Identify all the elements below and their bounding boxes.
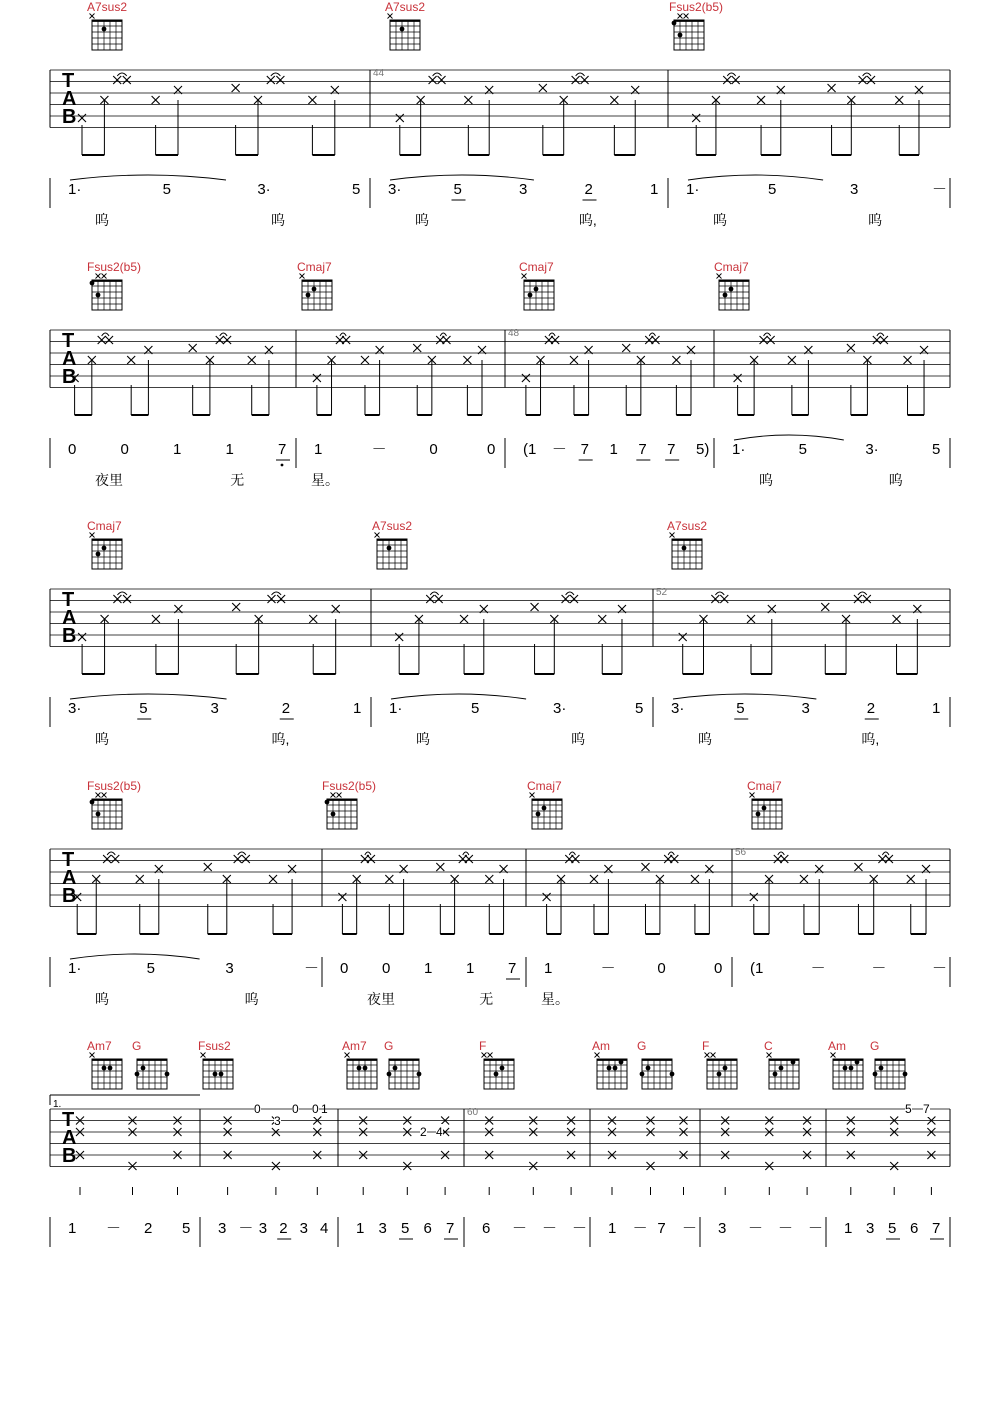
chord-dot bbox=[613, 1066, 618, 1071]
jianpu-note: 3· bbox=[388, 181, 402, 198]
lyric-word: 呜 bbox=[95, 212, 109, 228]
jianpu-note: 0 bbox=[120, 441, 129, 458]
chord-dot bbox=[729, 287, 734, 292]
chord-dot bbox=[855, 1060, 860, 1065]
chord-name: Fsus2(b5) bbox=[87, 779, 142, 793]
jianpu-note: 5 bbox=[768, 181, 777, 198]
jianpu-note: 3 bbox=[718, 1220, 727, 1237]
jianpu-note: 5 bbox=[798, 441, 807, 458]
lyric-word: 呜 bbox=[415, 212, 429, 228]
lyric-word: 呜 bbox=[713, 212, 727, 228]
chord-dot bbox=[96, 293, 101, 298]
jianpu-note: 0 bbox=[714, 960, 723, 977]
slur bbox=[238, 852, 246, 855]
jianpu-note: 1 bbox=[932, 700, 941, 717]
jianpu-note: 3 bbox=[519, 181, 528, 198]
jianpu-note: － bbox=[512, 1220, 528, 1237]
lyric-word: 夜里 bbox=[95, 472, 123, 488]
chord-name: A7sus2 bbox=[667, 519, 708, 533]
chord-name: A7sus2 bbox=[385, 0, 426, 14]
chord-name: F bbox=[479, 1039, 487, 1053]
chord-grid bbox=[707, 1059, 737, 1089]
slur bbox=[688, 175, 823, 180]
jianpu-note: 5 bbox=[888, 1220, 897, 1237]
chord-dot bbox=[607, 1066, 612, 1071]
chord-dot bbox=[494, 1072, 499, 1077]
tab-clef-b: B bbox=[62, 1145, 77, 1167]
lyric-word: 呜 bbox=[698, 731, 712, 747]
chord-dot bbox=[672, 21, 677, 26]
jianpu-note: 2 bbox=[279, 1220, 288, 1237]
jianpu-note: 1· bbox=[732, 441, 746, 458]
jianpu-note: 3 bbox=[258, 1220, 268, 1237]
slur bbox=[863, 73, 871, 76]
jianpu-note: 1· bbox=[68, 181, 82, 198]
jianpu-note: － bbox=[371, 441, 387, 458]
jianpu-note: 0 bbox=[68, 441, 77, 458]
jianpu-note: 1 bbox=[466, 960, 475, 977]
chord-dot bbox=[849, 1066, 854, 1071]
lyric-word: 无 bbox=[230, 472, 245, 488]
chord-dot bbox=[306, 293, 311, 298]
chord-name: Fsus2 bbox=[198, 1039, 231, 1053]
jianpu-note: 6 bbox=[482, 1220, 491, 1237]
chord-dot bbox=[312, 287, 317, 292]
measure-number: 48 bbox=[508, 328, 520, 339]
chord-dot bbox=[762, 806, 767, 811]
chord-grid bbox=[389, 1059, 419, 1089]
chord-name: Cmaj7 bbox=[519, 260, 554, 274]
jianpu-note: 1· bbox=[686, 181, 700, 198]
tab-clef-t: T bbox=[62, 589, 75, 611]
jianpu-note: 1 bbox=[650, 181, 659, 198]
chord-name: Am bbox=[592, 1039, 610, 1053]
jianpu-note: 3· bbox=[257, 181, 271, 198]
jianpu-note: 7 bbox=[278, 441, 287, 458]
chord-name: C bbox=[764, 1039, 773, 1053]
slur bbox=[70, 175, 226, 180]
slur bbox=[882, 852, 889, 855]
jianpu-note: 1· bbox=[389, 700, 403, 717]
tab-clef-t: T bbox=[62, 1109, 75, 1131]
slur bbox=[271, 73, 281, 76]
jianpu-note: 5 bbox=[453, 181, 462, 198]
jianpu-note: 5 bbox=[932, 441, 941, 458]
chord-dot bbox=[393, 1066, 398, 1071]
chord-dot bbox=[879, 1066, 884, 1071]
jianpu-note: 7 bbox=[657, 1220, 666, 1237]
slur bbox=[102, 333, 109, 336]
jianpu-note: 7 bbox=[932, 1220, 941, 1237]
jianpu-note: － bbox=[682, 1220, 698, 1237]
jianpu-note: 1 bbox=[544, 960, 553, 977]
jianpu-note: 7 bbox=[667, 441, 676, 458]
jianpu-note: 5 bbox=[401, 1220, 410, 1237]
chord-dot bbox=[500, 1066, 505, 1071]
jianpu-note: 3· bbox=[68, 700, 82, 717]
jianpu-note: 3· bbox=[671, 700, 685, 717]
chord-dot bbox=[219, 1072, 224, 1077]
chord-dot bbox=[717, 1072, 722, 1077]
chord-dot bbox=[903, 1072, 908, 1077]
chord-dot bbox=[723, 293, 728, 298]
chord-dot bbox=[773, 1072, 778, 1077]
chord-name: G bbox=[384, 1039, 394, 1053]
jianpu-note: － bbox=[808, 1220, 824, 1237]
jianpu-note: 5) bbox=[696, 441, 710, 458]
lyric-word: 夜里 bbox=[367, 991, 395, 1007]
lyric-word: 呜 bbox=[95, 991, 109, 1007]
slur bbox=[858, 592, 867, 595]
jianpu-note: 3 bbox=[866, 1220, 875, 1237]
lyric-word: 无 bbox=[479, 991, 494, 1007]
slur bbox=[340, 333, 346, 336]
tab-clef-a: A bbox=[62, 348, 77, 370]
chord-grid bbox=[672, 539, 702, 569]
jianpu-note: － bbox=[551, 441, 567, 458]
chord-dot bbox=[108, 1066, 113, 1071]
chord-name: Am7 bbox=[87, 1039, 112, 1053]
slur bbox=[463, 852, 469, 855]
chord-dot bbox=[723, 1066, 728, 1071]
chord-dot bbox=[102, 27, 107, 32]
chord-dot bbox=[90, 800, 95, 805]
jianpu-note: (1 bbox=[750, 960, 764, 977]
chord-dot bbox=[141, 1066, 146, 1071]
chord-name: Fsus2(b5) bbox=[322, 779, 377, 793]
tab-fret-number: 4 bbox=[436, 1125, 443, 1139]
chord-dot bbox=[135, 1072, 140, 1077]
jianpu-note: 5 bbox=[182, 1220, 191, 1237]
jianpu-note: 0 bbox=[487, 441, 496, 458]
chord-dot bbox=[400, 27, 405, 32]
jianpu-note: 5 bbox=[146, 960, 155, 977]
chord-dot bbox=[646, 1066, 651, 1071]
slur bbox=[576, 73, 585, 76]
chord-dot bbox=[843, 1066, 848, 1071]
volta-label: 1. bbox=[53, 1099, 62, 1110]
slur bbox=[649, 333, 655, 336]
chord-dot bbox=[90, 281, 95, 286]
chord-grid bbox=[92, 1059, 122, 1089]
slur bbox=[668, 852, 674, 855]
jianpu-note: 5 bbox=[162, 181, 171, 198]
chord-grid bbox=[92, 20, 122, 50]
chord-dot bbox=[756, 812, 761, 817]
slur bbox=[715, 592, 724, 595]
jianpu-note: 1 bbox=[608, 1220, 617, 1237]
slur bbox=[390, 175, 534, 180]
chord-name: F bbox=[702, 1039, 710, 1053]
slur bbox=[549, 333, 555, 336]
jianpu-note: － bbox=[748, 1220, 764, 1237]
lyric-word: 呜, bbox=[861, 731, 880, 747]
lyric-word: 呜 bbox=[244, 991, 259, 1007]
jianpu-note: 1 bbox=[225, 441, 234, 458]
jianpu-note: － bbox=[238, 1220, 254, 1237]
chord-grid bbox=[377, 539, 407, 569]
chord-dot bbox=[331, 812, 336, 817]
lyric-word: 呜 bbox=[759, 472, 773, 488]
slur bbox=[391, 694, 526, 699]
jianpu-note: － bbox=[106, 1220, 122, 1237]
measure-number: 60 bbox=[467, 1107, 479, 1118]
chord-grid bbox=[875, 1059, 905, 1089]
tab-clef-a: A bbox=[62, 1127, 77, 1149]
chord-dot bbox=[387, 1072, 392, 1077]
chord-dot bbox=[873, 1072, 878, 1077]
measure-number: 52 bbox=[656, 587, 668, 598]
jianpu-note: 5 bbox=[736, 700, 745, 717]
jianpu-note: － bbox=[932, 960, 948, 977]
jianpu-note: 3 bbox=[378, 1220, 387, 1237]
chord-name: A7sus2 bbox=[87, 0, 128, 14]
jianpu-note: 0 bbox=[657, 960, 666, 977]
tab-fret-number: 2 bbox=[420, 1125, 427, 1139]
jianpu-note: (1 bbox=[523, 441, 537, 458]
chord-dot bbox=[213, 1072, 218, 1077]
slur bbox=[764, 333, 771, 336]
jianpu-note: 7 bbox=[508, 960, 517, 977]
slur bbox=[778, 852, 785, 855]
slur bbox=[271, 592, 281, 595]
jianpu-note: 3 bbox=[218, 1220, 227, 1237]
lyric-word: 呜 bbox=[95, 731, 109, 747]
chord-dot bbox=[536, 812, 541, 817]
chord-grid bbox=[137, 1059, 167, 1089]
jianpu-note: 1 bbox=[353, 700, 362, 717]
jianpu-note: 3 bbox=[299, 1220, 308, 1237]
jianpu-note: － bbox=[778, 1220, 794, 1237]
jianpu-note: 7 bbox=[446, 1220, 455, 1237]
slur bbox=[220, 333, 227, 336]
jianpu-note: 3 bbox=[801, 700, 810, 717]
tab-fret-number: 0 bbox=[254, 1102, 261, 1116]
jianpu-note: 7 bbox=[638, 441, 647, 458]
slur bbox=[70, 954, 200, 959]
jianpu-note: 1 bbox=[314, 441, 323, 458]
jianpu-note: 3 bbox=[210, 700, 219, 717]
chord-name: A7sus2 bbox=[372, 519, 413, 533]
chord-dot bbox=[640, 1072, 645, 1077]
jianpu-note: － bbox=[304, 960, 320, 977]
lyric-word: 呜 bbox=[416, 731, 430, 747]
jianpu-note: － bbox=[632, 1220, 648, 1237]
tab-clef-b: B bbox=[62, 625, 77, 647]
jianpu-note: 2 bbox=[281, 700, 291, 717]
chord-grid bbox=[642, 1059, 672, 1089]
chord-dot bbox=[102, 546, 107, 551]
jianpu-note: 1 bbox=[424, 960, 433, 977]
chord-dot bbox=[791, 1060, 796, 1065]
chord-name: Cmaj7 bbox=[747, 779, 782, 793]
tab-fret-number: 1 bbox=[321, 1102, 328, 1116]
tab-clef-b: B bbox=[62, 885, 77, 907]
chord-name: Fsus2(b5) bbox=[669, 0, 724, 14]
lyric-word: 呜, bbox=[271, 731, 290, 747]
jianpu-note: － bbox=[572, 1220, 588, 1237]
lyric-word: 呜 bbox=[888, 472, 903, 488]
chord-dot bbox=[102, 1066, 107, 1071]
chord-name: Cmaj7 bbox=[527, 779, 562, 793]
jianpu-note: － bbox=[932, 181, 948, 198]
slur bbox=[440, 333, 446, 336]
jianpu-note: 3 bbox=[225, 960, 234, 977]
tab-fret-number: 0 bbox=[312, 1102, 319, 1116]
tab-clef-t: T bbox=[62, 70, 75, 92]
chord-name: Cmaj7 bbox=[297, 260, 332, 274]
jianpu-note: － bbox=[871, 960, 887, 977]
jianpu-note: 7 bbox=[580, 441, 589, 458]
jianpu-note: 4 bbox=[320, 1220, 329, 1237]
tab-fret-number: 3 bbox=[274, 1113, 281, 1128]
jianpu-note: 2 bbox=[584, 181, 593, 198]
tab-clef-a: A bbox=[62, 88, 77, 110]
octave-dot bbox=[281, 464, 284, 467]
chord-name: Fsus2(b5) bbox=[87, 260, 142, 274]
chord-name: Am bbox=[828, 1039, 846, 1053]
chord-name: G bbox=[870, 1039, 880, 1053]
chord-dot bbox=[619, 1060, 624, 1065]
jianpu-note: 3· bbox=[865, 441, 879, 458]
chord-grid bbox=[203, 1059, 233, 1089]
jianpu-note: 0 bbox=[382, 960, 391, 977]
chord-dot bbox=[387, 546, 392, 551]
jianpu-note: 1 bbox=[68, 1220, 77, 1237]
tab-fret-number: 5 bbox=[905, 1102, 912, 1116]
lyric-word: 呜 bbox=[571, 731, 586, 747]
chord-dot bbox=[682, 546, 687, 551]
jianpu-note: 5 bbox=[471, 700, 480, 717]
jianpu-note: 0 bbox=[340, 960, 349, 977]
slur bbox=[365, 852, 371, 855]
slur bbox=[877, 333, 884, 336]
chord-dot bbox=[363, 1066, 368, 1071]
slur bbox=[107, 852, 115, 855]
jianpu-note: 1 bbox=[356, 1220, 365, 1237]
chord-name: G bbox=[637, 1039, 647, 1053]
slur bbox=[734, 435, 844, 440]
tab-fret-number: 0 bbox=[292, 1102, 299, 1116]
chord-dot bbox=[357, 1066, 362, 1071]
jianpu-note: 5 bbox=[352, 181, 361, 198]
tab-clef-b: B bbox=[62, 366, 77, 388]
chord-dot bbox=[542, 806, 547, 811]
tab-clef-b: B bbox=[62, 106, 77, 128]
jianpu-note: 0 bbox=[429, 441, 438, 458]
chord-dot bbox=[779, 1066, 784, 1071]
jianpu-note: － bbox=[810, 960, 826, 977]
tab-clef-a: A bbox=[62, 867, 77, 889]
chord-dot bbox=[96, 812, 101, 817]
jianpu-note: 1 bbox=[844, 1220, 853, 1237]
chord-grid bbox=[347, 1059, 377, 1089]
chord-name: Cmaj7 bbox=[87, 519, 122, 533]
tab-clef-t: T bbox=[62, 849, 75, 871]
jianpu-note: 1 bbox=[173, 441, 182, 458]
chord-grid bbox=[390, 20, 420, 50]
slur bbox=[117, 592, 127, 595]
slur bbox=[430, 592, 438, 595]
chord-dot bbox=[678, 33, 683, 38]
lyric-word: 星。 bbox=[541, 991, 569, 1007]
jianpu-note: 5 bbox=[139, 700, 148, 717]
slur bbox=[70, 694, 227, 699]
slur bbox=[433, 73, 442, 76]
measure-number: 44 bbox=[373, 68, 385, 79]
jianpu-note: 6 bbox=[423, 1220, 432, 1237]
slur bbox=[569, 852, 575, 855]
chord-dot bbox=[417, 1072, 422, 1077]
measure-number: 56 bbox=[735, 847, 747, 858]
jianpu-note: 2 bbox=[866, 700, 876, 717]
slur bbox=[566, 592, 574, 595]
jianpu-note: 3 bbox=[850, 181, 859, 198]
lyric-word: 星。 bbox=[311, 472, 339, 488]
lyric-word: 呜 bbox=[868, 212, 883, 228]
lyric-word: 呜 bbox=[271, 212, 285, 228]
jianpu-note: 5 bbox=[635, 700, 644, 717]
chord-dot bbox=[534, 287, 539, 292]
jianpu-note: － bbox=[542, 1220, 558, 1237]
jianpu-note: 2 bbox=[144, 1220, 153, 1237]
slur bbox=[673, 694, 816, 699]
jianpu-note: 3· bbox=[553, 700, 567, 717]
jianpu-note: 6 bbox=[910, 1220, 919, 1237]
jianpu-note: － bbox=[600, 960, 616, 977]
chord-dot bbox=[528, 293, 533, 298]
chord-dot bbox=[325, 800, 330, 805]
lyric-word: 呜, bbox=[578, 212, 597, 228]
chord-dot bbox=[670, 1072, 675, 1077]
tab-clef-t: T bbox=[62, 330, 75, 352]
tab-fret-number: 7 bbox=[923, 1102, 930, 1116]
slur bbox=[117, 73, 127, 76]
chord-dot bbox=[96, 552, 101, 557]
tab-clef-a: A bbox=[62, 607, 77, 629]
chord-name: Am7 bbox=[342, 1039, 367, 1053]
slur bbox=[727, 73, 735, 76]
chord-grid bbox=[484, 1059, 514, 1089]
jianpu-note: 1 bbox=[609, 441, 618, 458]
jianpu-note: 1· bbox=[68, 960, 82, 977]
chord-dot bbox=[165, 1072, 170, 1077]
chord-name: Cmaj7 bbox=[714, 260, 749, 274]
chord-name: G bbox=[132, 1039, 142, 1053]
